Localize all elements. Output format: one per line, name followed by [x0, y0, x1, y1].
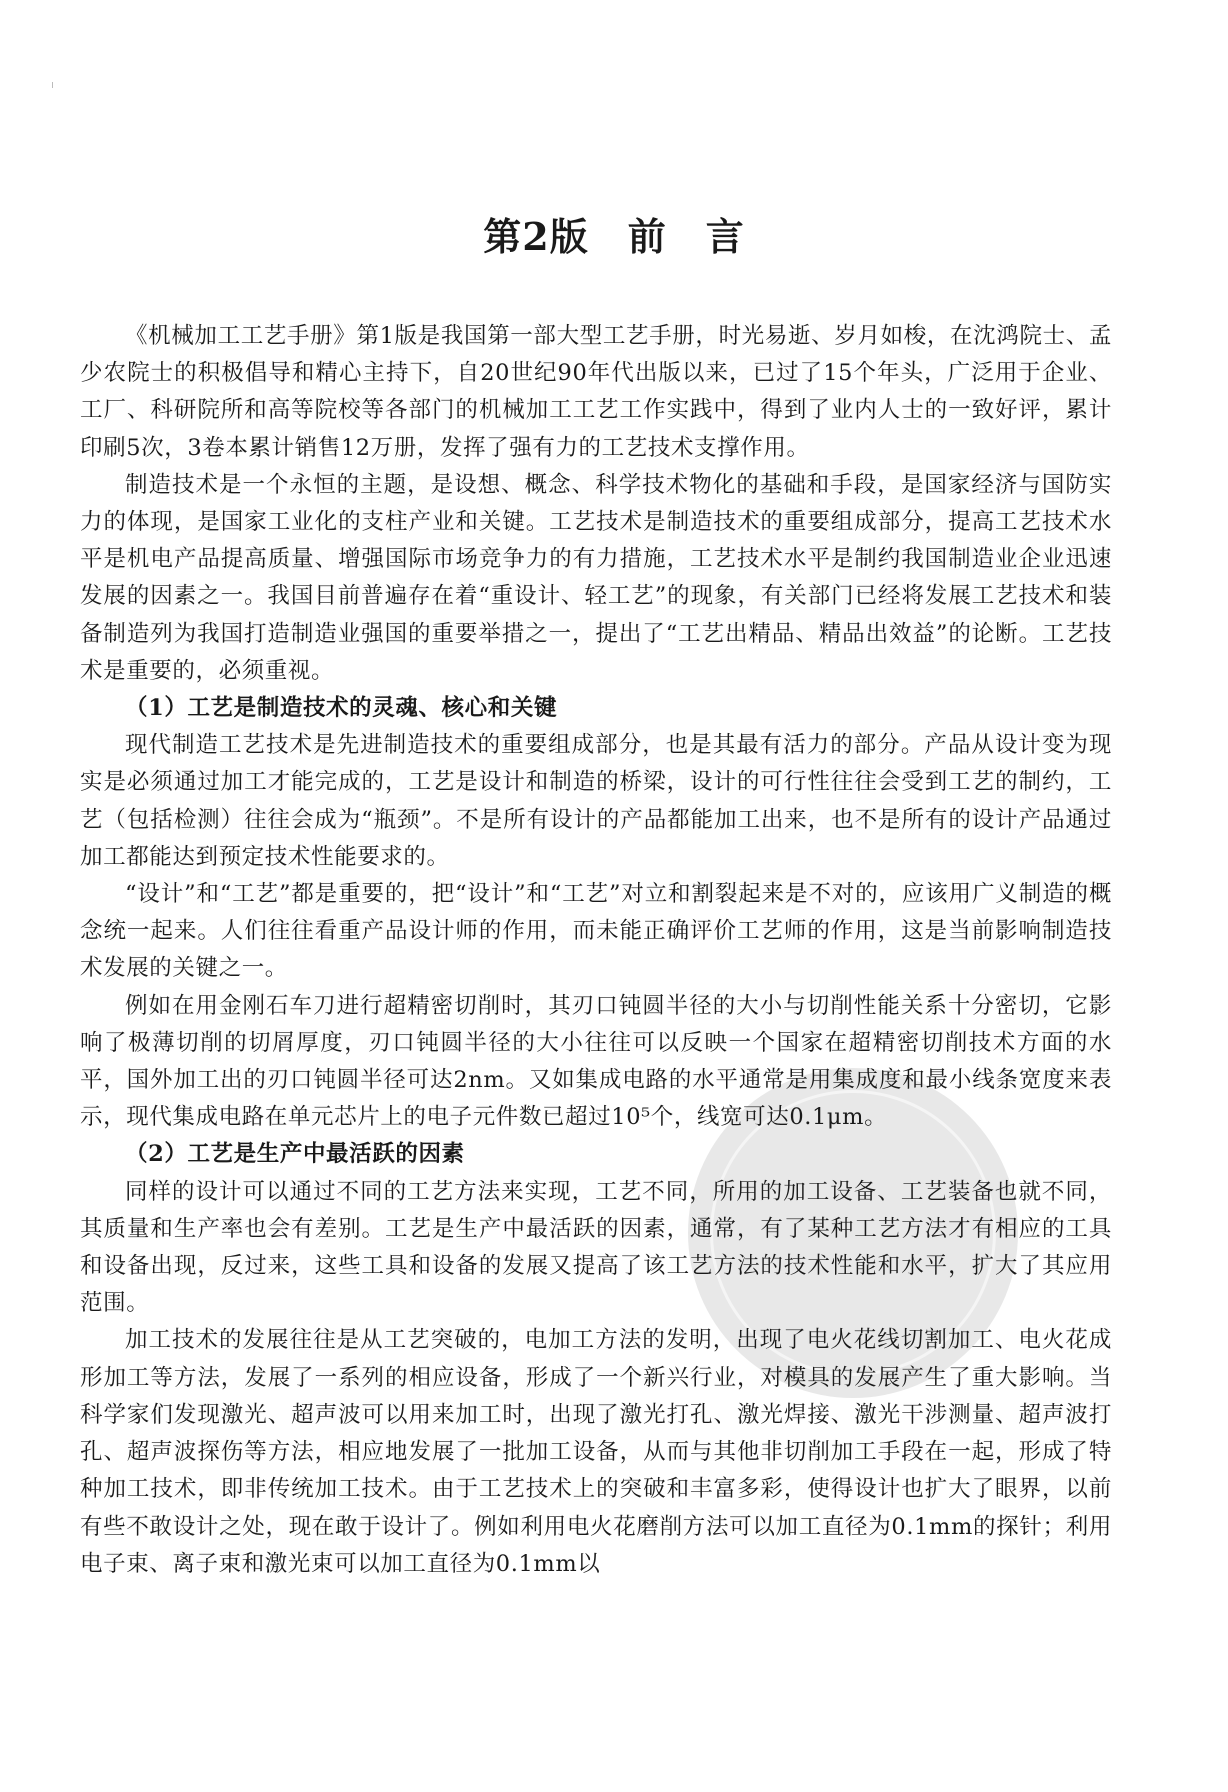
section-heading-1: （1）工艺是制造技术的灵魂、核心和关键 [125, 695, 558, 722]
paragraph-same-design: 同样的设计可以通过不同的工艺方法来实现，工艺不同，所用的加工设备、工艺装备也就不同，其质量和生产率也会有差别。工艺是生产中最活跃的因素，通常，有了某种工艺方法才有相应的工具和设备出现，反过来，这些工具和设备的发展又提高了该工艺方法的技术性能和水平，扩大了其应用范围。 [80, 1178, 1112, 1317]
paragraph-design-process: “设计”和“工艺”都是重要的，把“设计”和“工艺”对立和割裂起来是不对的，应该用广义制造的概念统一起来。人们往往看重产品设计师的作用，而未能正确评价工艺师的作用，这是当前影响制造技术发展的关键之一。 [80, 881, 1112, 982]
section-heading-2: （2）工艺是生产中最活跃的因素 [125, 1141, 465, 1168]
paragraph-intro: 《机械加工工艺手册》第1版是我国第一部大型工艺手册，时光易逝、岁月如梭，在沈鸿院士、孟少农院士的积极倡导和精心主持下，自20世纪90年代出版以来，已过了15个年头，广泛用于企业、工厂、科研院所和高等院校等各部门的机械加工工艺工作实践中，得到了业内人士的一致好评，累计印刷5次，3卷本累计销售12万册，发挥了强有力的工艺技术支撑作用。 [80, 323, 1112, 461]
margin-mark [52, 82, 53, 88]
paragraph-machining-development: 加工技术的发展往往是从工艺突破的，电加工方法的发明，出现了电火花线切割加工、电火花成形加工等方法，发展了一系列的相应设备，形成了一个新兴行业，对模具的发展产生了重大影响。当科学家们发现激光、超声波可以用来加工时，出现了激光打孔、激光焊接、激光干涉测量、超声波打孔、超声波探伤等方法，相应地发展了一批加工设备，从而与其他非切削加工手段在一起，形成了特种加工技术，即非传统加工技术。由于工艺技术上的突破和丰富多彩，使得设计也扩大了眼界，以前有些不敢设计之处，现在敢于设计了。例如利用电火花磨削方法可以加工直径为0.1mm的探针；利用电子束、离子束和激光束可以加工直径为0.1mm以 [80, 1327, 1112, 1577]
paragraph-modern-process: 现代制造工艺技术是先进制造技术的重要组成部分，也是其最有活力的部分。产品从设计变为现实是必须通过加工才能完成的，工艺是设计和制造的桥梁，设计的可行性往往会受到工艺的制约，工艺（包括检测）往往会成为“瓶颈”。不是所有设计的产品都能加工出来，也不是所有的设计产品通过加工都能达到预定技术性能要求的。 [80, 732, 1112, 870]
paragraph-example: 例如在用金刚石车刀进行超精密切削时，其刃口钝圆半径的大小与切削性能关系十分密切，它影响了极薄切削的切屑厚度，刃口钝圆半径的大小往往可以反映一个国家在超精密切削技术方面的水平，国外加工出的刃口钝圆半径可达2nm。又如集成电路的水平通常是用集成度和最小线条宽度来表示，现代集成电路在单元芯片上的电子元件数已超过10⁵个，线宽可达0.1μm。 [80, 992, 1112, 1131]
page-title: 第2版 前 言 [483, 214, 745, 259]
paragraph-manufacturing: 制造技术是一个永恒的主题，是设想、概念、科学技术物化的基础和手段，是国家经济与国防实力的体现，是国家工业化的支柱产业和关键。工艺技术是制造技术的重要组成部分，提高工艺技术水平是机电产品提高质量、增强国际市场竞争力的有力措施，工艺技术水平是制约我国制造业企业迅速发展的因素之一。我国目前普遍存在着“重设计、轻工艺”的现象，有关部门已经将发展工艺技术和装备制造列为我国打造制造业强国的重要举措之一，提出了“工艺出精品、精品出效益”的论断。工艺技术是重要的，必须重视。 [80, 471, 1112, 684]
document-body [80, 318, 1112, 1583]
